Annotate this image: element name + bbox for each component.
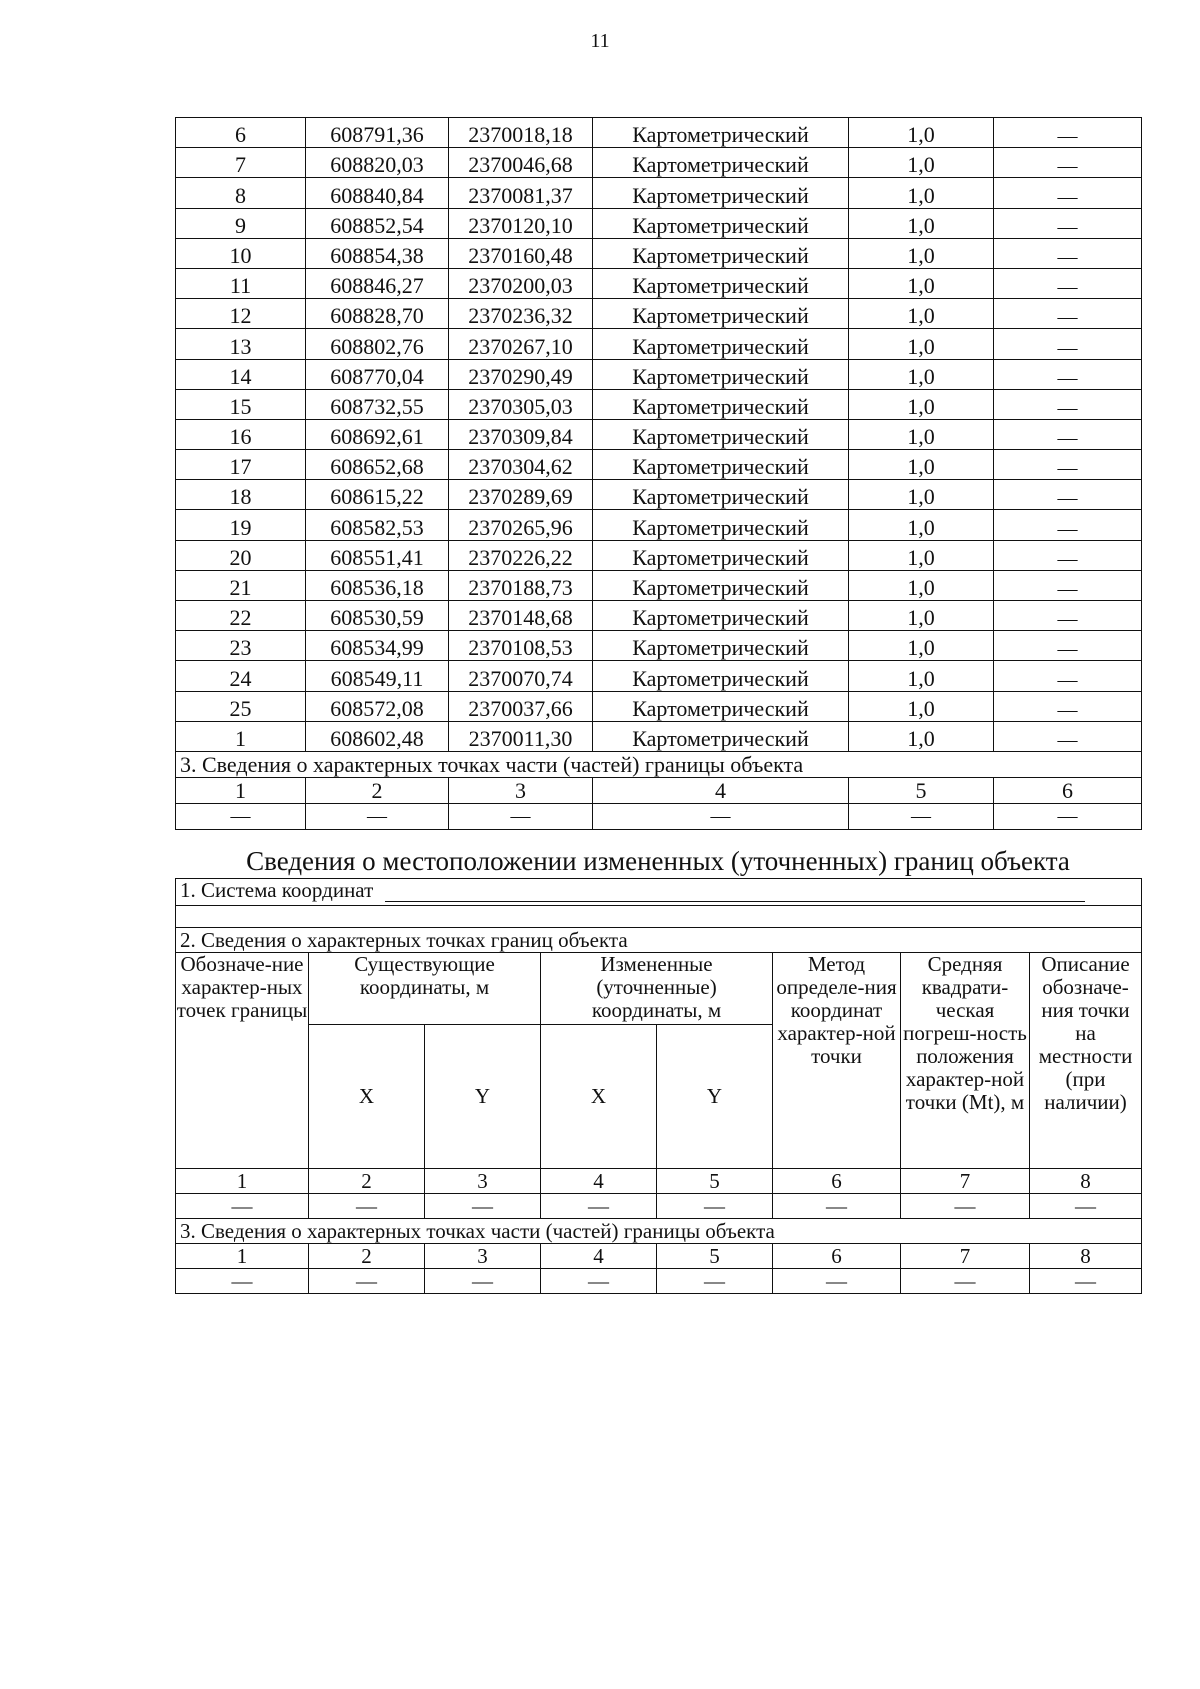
accuracy: 1,0: [849, 148, 994, 178]
header-accuracy: Средняя квадрати-ческая погреш-ность положения характер-ной точки (Mt), м: [901, 953, 1030, 1169]
section3-empty-row: [176, 803, 1142, 829]
empty-cell: —: [901, 1269, 1030, 1294]
point-number: 6: [176, 118, 306, 148]
description: —: [994, 148, 1142, 178]
description: —: [994, 389, 1142, 419]
description: —: [994, 510, 1142, 540]
y-coordinate: 2370081,37: [449, 178, 593, 208]
y-coordinate: 2370188,73: [449, 570, 593, 600]
method: Картометрический: [593, 691, 849, 721]
accuracy: 1,0: [849, 329, 994, 359]
point-number: 16: [176, 419, 306, 449]
description: —: [994, 661, 1142, 691]
section3-row: [176, 751, 1142, 777]
column-number: 6: [773, 1244, 901, 1269]
point-number: 25: [176, 691, 306, 721]
column-number: 5: [849, 777, 994, 803]
empty-cell: —: [425, 1194, 541, 1219]
y-coordinate: 2370265,96: [449, 510, 593, 540]
header-method: Метод определе-ния координат характер-ной точки: [773, 953, 901, 1169]
accuracy: 1,0: [849, 178, 994, 208]
y-coordinate: 2370070,74: [449, 661, 593, 691]
table-row: [176, 540, 1142, 570]
table-row: [176, 631, 1142, 661]
y-coordinate: 2370289,69: [449, 480, 593, 510]
column-number: 7: [901, 1244, 1030, 1269]
empty-cell: —: [176, 1269, 309, 1294]
column-number: 3: [425, 1169, 541, 1194]
header-designation: Обозначе-ние характер-ных точек границы: [176, 953, 309, 1169]
empty-cell: —: [593, 803, 849, 829]
method: Картометрический: [593, 510, 849, 540]
empty-cell: —: [849, 803, 994, 829]
empty-cell: —: [309, 1269, 425, 1294]
column-number-row: [176, 1244, 1142, 1269]
table-row: [176, 268, 1142, 298]
method: Картометрический: [593, 570, 849, 600]
point-number: 7: [176, 148, 306, 178]
header-existing-x: X: [309, 1025, 425, 1169]
table-row: [176, 389, 1142, 419]
method: Картометрический: [593, 721, 849, 751]
point-number: 24: [176, 661, 306, 691]
y-coordinate: 2370236,32: [449, 299, 593, 329]
table-row: [176, 721, 1142, 751]
x-coordinate: 608549,11: [306, 661, 449, 691]
x-coordinate: 608852,54: [306, 208, 449, 238]
method: Картометрический: [593, 178, 849, 208]
point-number: 17: [176, 450, 306, 480]
description: —: [994, 118, 1142, 148]
column-number: 8: [1030, 1169, 1142, 1194]
table-row: [176, 661, 1142, 691]
empty-cell-row: [176, 1194, 1142, 1219]
y-coordinate: 2370108,53: [449, 631, 593, 661]
x-coordinate: 608846,27: [306, 268, 449, 298]
empty-cell: —: [657, 1269, 773, 1294]
table-row: [176, 299, 1142, 329]
y-coordinate: 2370309,84: [449, 419, 593, 449]
method: Картометрический: [593, 208, 849, 238]
accuracy: 1,0: [849, 238, 994, 268]
column-number: 2: [306, 777, 449, 803]
column-number-row: [176, 1169, 1142, 1194]
point-number: 13: [176, 329, 306, 359]
coord-system-label: 1. Система координат: [180, 878, 374, 902]
description: —: [994, 631, 1142, 661]
points-table: [175, 117, 1142, 830]
empty-cell: —: [773, 1269, 901, 1294]
table-row: [176, 480, 1142, 510]
column-number: 5: [657, 1244, 773, 1269]
table-row: [176, 208, 1142, 238]
point-number: 23: [176, 631, 306, 661]
y-coordinate: 2370120,10: [449, 208, 593, 238]
description: —: [994, 419, 1142, 449]
y-coordinate: 2370046,68: [449, 148, 593, 178]
column-number: 2: [309, 1169, 425, 1194]
method: Картометрический: [593, 329, 849, 359]
table-row: [176, 601, 1142, 631]
method: Картометрический: [593, 148, 849, 178]
table-row: [176, 691, 1142, 721]
section-title: Сведения о местоположении измененных (уточненных) границ объекта: [246, 846, 1070, 876]
method: Картометрический: [593, 238, 849, 268]
method: Картометрический: [593, 419, 849, 449]
method: Картометрический: [593, 359, 849, 389]
x-coordinate: 608770,04: [306, 359, 449, 389]
description: —: [994, 329, 1142, 359]
x-coordinate: 608854,38: [306, 238, 449, 268]
accuracy: 1,0: [849, 480, 994, 510]
table-row: [176, 118, 1142, 148]
column-number: 3: [425, 1244, 541, 1269]
changed-boundaries-table: [175, 878, 1142, 1294]
y-coordinate: 2370267,10: [449, 329, 593, 359]
x-coordinate: 608530,59: [306, 601, 449, 631]
empty-cell: —: [176, 803, 306, 829]
point-number: 15: [176, 389, 306, 419]
y-coordinate: 2370304,62: [449, 450, 593, 480]
table-row: [176, 359, 1142, 389]
method: Картометрический: [593, 118, 849, 148]
method: Картометрический: [593, 299, 849, 329]
empty-cell: —: [309, 1194, 425, 1219]
point-number: 10: [176, 238, 306, 268]
point-number: 21: [176, 570, 306, 600]
method: Картометрический: [593, 480, 849, 510]
description: —: [994, 299, 1142, 329]
column-number: 4: [593, 777, 849, 803]
method: Картометрический: [593, 601, 849, 631]
point-number: 20: [176, 540, 306, 570]
description: —: [994, 721, 1142, 751]
header-changed-y: Y: [657, 1025, 773, 1169]
accuracy: 1,0: [849, 570, 994, 600]
coord-system-row: [176, 879, 1142, 906]
x-coordinate: 608602,48: [306, 721, 449, 751]
x-coordinate: 608828,70: [306, 299, 449, 329]
table-row: [176, 510, 1142, 540]
column-number: 1: [176, 777, 306, 803]
empty-cell: —: [306, 803, 449, 829]
point-number: 14: [176, 359, 306, 389]
empty-cell: —: [994, 803, 1142, 829]
point-number: 8: [176, 178, 306, 208]
accuracy: 1,0: [849, 268, 994, 298]
x-coordinate: 608692,61: [306, 419, 449, 449]
empty-cell: —: [449, 803, 593, 829]
empty-cell-row: [176, 1269, 1142, 1294]
accuracy: 1,0: [849, 450, 994, 480]
column-number: 6: [994, 777, 1142, 803]
x-coordinate: 608732,55: [306, 389, 449, 419]
parts-section-title: 3. Сведения о характерных точках части (частей) границы объекта: [176, 1219, 1142, 1244]
description: —: [994, 238, 1142, 268]
y-coordinate: 2370037,66: [449, 691, 593, 721]
point-number: 18: [176, 480, 306, 510]
description: —: [994, 540, 1142, 570]
method: Картометрический: [593, 450, 849, 480]
column-number: 4: [541, 1244, 657, 1269]
table-row: [176, 450, 1142, 480]
accuracy: 1,0: [849, 510, 994, 540]
y-coordinate: 2370200,03: [449, 268, 593, 298]
empty-cell: —: [773, 1194, 901, 1219]
empty-cell: —: [657, 1194, 773, 1219]
header-existing-y: Y: [425, 1025, 541, 1169]
accuracy: 1,0: [849, 721, 994, 751]
accuracy: 1,0: [849, 691, 994, 721]
table-row: [176, 148, 1142, 178]
empty-cell: —: [541, 1194, 657, 1219]
page-number: 11: [590, 30, 610, 52]
x-coordinate: 608652,68: [306, 450, 449, 480]
column-number: 1: [176, 1244, 309, 1269]
point-number: 11: [176, 268, 306, 298]
x-coordinate: 608572,08: [306, 691, 449, 721]
point-number: 12: [176, 299, 306, 329]
column-number: 6: [773, 1169, 901, 1194]
x-coordinate: 608615,22: [306, 480, 449, 510]
description: —: [994, 208, 1142, 238]
method: Картометрический: [593, 389, 849, 419]
table-row: [176, 419, 1142, 449]
section3-col-numbers: [176, 777, 1142, 803]
header-existing-coordinates: Существующие координаты, м: [309, 953, 541, 1025]
x-coordinate: 608820,03: [306, 148, 449, 178]
accuracy: 1,0: [849, 118, 994, 148]
accuracy: 1,0: [849, 419, 994, 449]
table-row: [176, 238, 1142, 268]
column-number: 8: [1030, 1244, 1142, 1269]
description: —: [994, 601, 1142, 631]
empty-cell: —: [541, 1269, 657, 1294]
column-number: 2: [309, 1244, 425, 1269]
point-number: 1: [176, 721, 306, 751]
column-number: 7: [901, 1169, 1030, 1194]
y-coordinate: 2370018,18: [449, 118, 593, 148]
point-number: 9: [176, 208, 306, 238]
accuracy: 1,0: [849, 299, 994, 329]
header-changed-coordinates: Измененные (уточненные) координаты, м: [541, 953, 773, 1025]
x-coordinate: 608840,84: [306, 178, 449, 208]
x-coordinate: 608802,76: [306, 329, 449, 359]
x-coordinate: 608582,53: [306, 510, 449, 540]
method: Картометрический: [593, 661, 849, 691]
coord-system-blank: [385, 883, 1085, 902]
header-description: Описание обозначе-ния точки на местности (при наличии): [1030, 953, 1142, 1169]
accuracy: 1,0: [849, 661, 994, 691]
empty-cell: —: [176, 1194, 309, 1219]
accuracy: 1,0: [849, 631, 994, 661]
column-number: 5: [657, 1169, 773, 1194]
column-number: 3: [449, 777, 593, 803]
method: Картометрический: [593, 631, 849, 661]
description: —: [994, 480, 1142, 510]
description: —: [994, 570, 1142, 600]
method: Картометрический: [593, 268, 849, 298]
empty-row: [176, 906, 1142, 928]
description: —: [994, 178, 1142, 208]
table-row: [176, 178, 1142, 208]
accuracy: 1,0: [849, 601, 994, 631]
empty-cell: —: [425, 1269, 541, 1294]
y-coordinate: 2370148,68: [449, 601, 593, 631]
y-coordinate: 2370226,22: [449, 540, 593, 570]
column-number: 1: [176, 1169, 309, 1194]
column-number: 4: [541, 1169, 657, 1194]
x-coordinate: 608536,18: [306, 570, 449, 600]
point-number: 19: [176, 510, 306, 540]
table-row: [176, 570, 1142, 600]
table-row: [176, 329, 1142, 359]
accuracy: 1,0: [849, 359, 994, 389]
description: —: [994, 450, 1142, 480]
accuracy: 1,0: [849, 208, 994, 238]
description: —: [994, 268, 1142, 298]
method: Картометрический: [593, 540, 849, 570]
y-coordinate: 2370290,49: [449, 359, 593, 389]
y-coordinate: 2370160,48: [449, 238, 593, 268]
description: —: [994, 359, 1142, 389]
y-coordinate: 2370305,03: [449, 389, 593, 419]
accuracy: 1,0: [849, 389, 994, 419]
x-coordinate: 608534,99: [306, 631, 449, 661]
empty-cell: —: [1030, 1269, 1142, 1294]
empty-cell: —: [901, 1194, 1030, 1219]
empty-cell: —: [1030, 1194, 1142, 1219]
points-section-title: 2. Сведения о характерных точках границ объекта: [176, 928, 1142, 953]
header-changed-x: X: [541, 1025, 657, 1169]
x-coordinate: 608551,41: [306, 540, 449, 570]
accuracy: 1,0: [849, 540, 994, 570]
x-coordinate: 608791,36: [306, 118, 449, 148]
description: —: [994, 691, 1142, 721]
y-coordinate: 2370011,30: [449, 721, 593, 751]
section3-title: 3. Сведения о характерных точках части (частей) границы объекта: [176, 751, 1142, 777]
point-number: 22: [176, 601, 306, 631]
